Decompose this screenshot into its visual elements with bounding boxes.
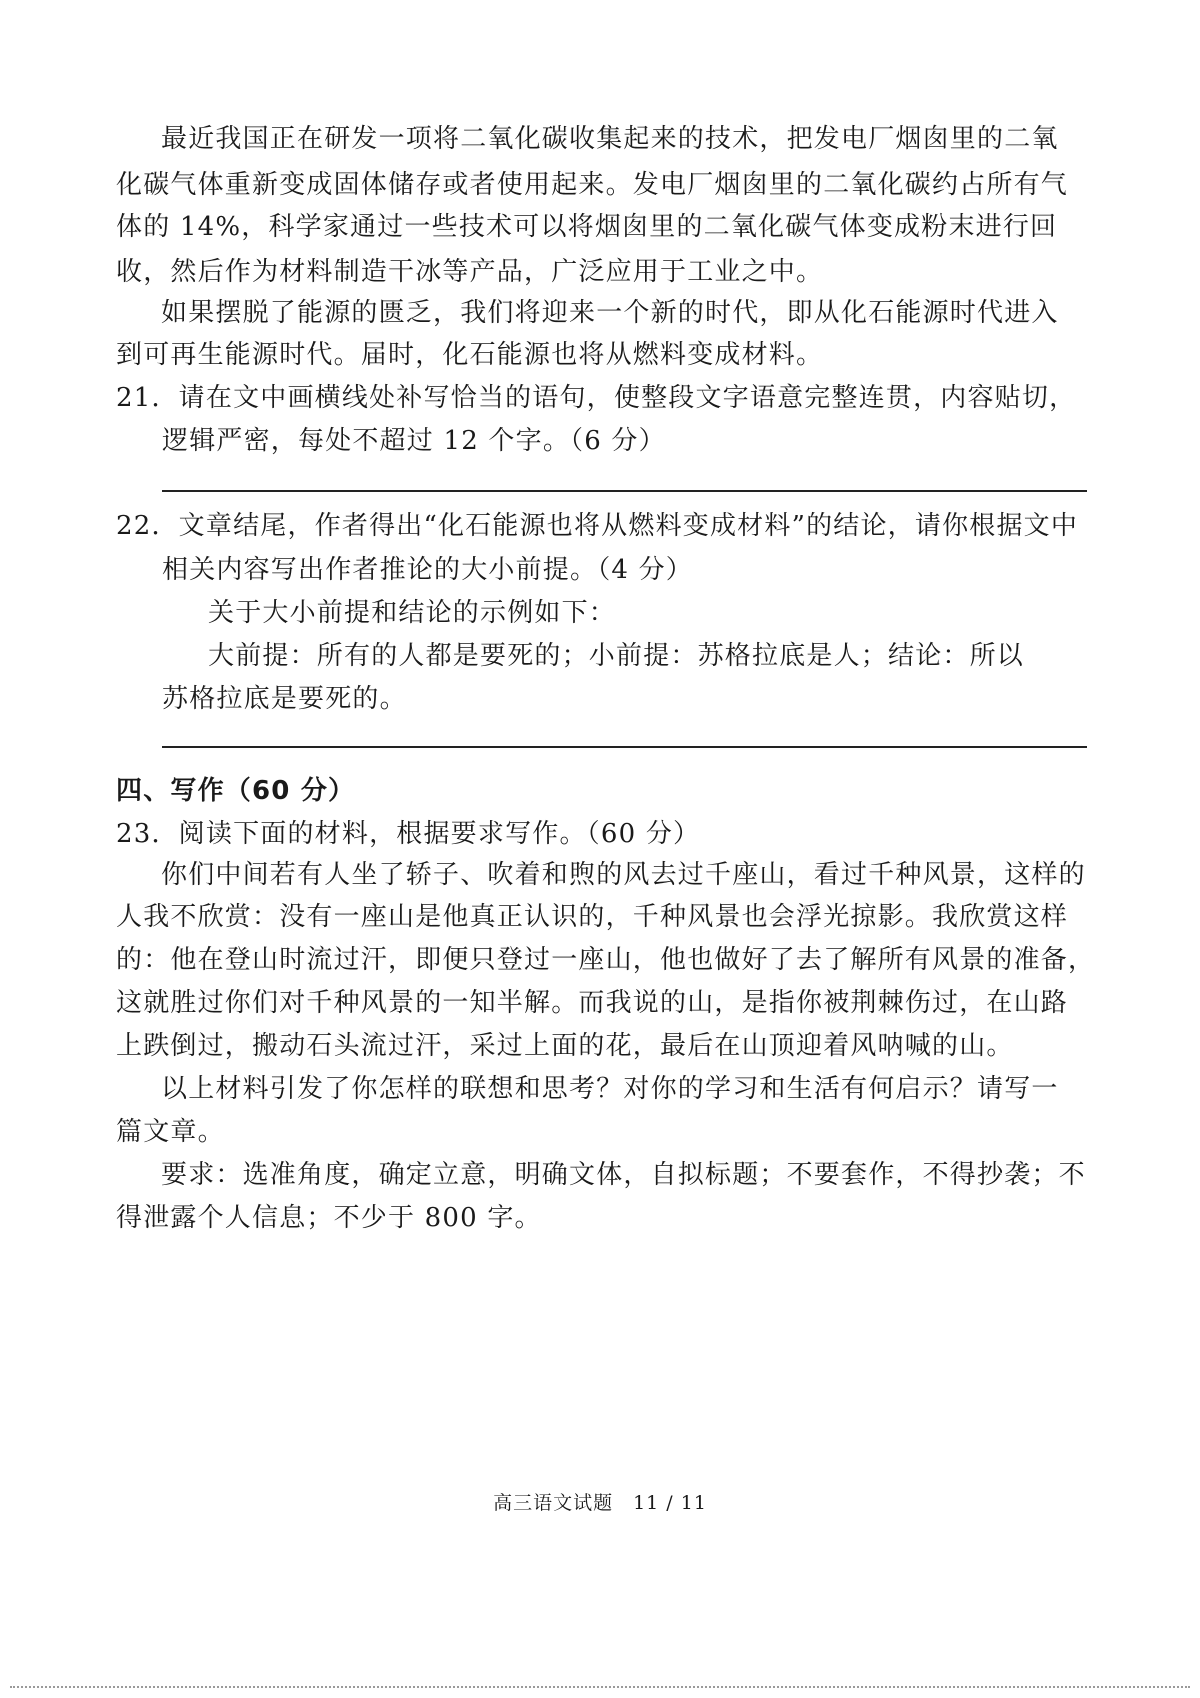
passage-line: 如果摆脱了能源的匮乏，我们将迎来一个新的时代，即从化石能源时代进入 (161, 298, 1059, 328)
passage-line: 收，然后作为材料制造干冰等产品，广泛应用于工业之中。 (116, 257, 824, 287)
material-line: 这就胜过你们对千种风景的一知半解。而我说的山，是指你被荆棘伤过，在山路 (116, 988, 1069, 1018)
prompt-line: 以上材料引发了你怎样的联想和思考？对你的学习和生活有何启示？请写一 (161, 1074, 1059, 1104)
answer-line-21[interactable] (162, 490, 1087, 492)
requirements-line: 要求：选准角度，确定立意，明确文体，自拟标题；不要套作，不得抄袭；不 (161, 1160, 1086, 1190)
section-heading: 四、写作（60 分） (116, 776, 356, 806)
material-line: 你们中间若有人坐了轿子、吹着和煦的风去过千座山，看过千种风景，这样的 (161, 860, 1086, 890)
material-line: 上跌倒过，搬动石头流过汗，采过上面的花，最后在山顶迎着风呐喊的山。 (116, 1031, 1014, 1061)
question-22-example-line: 大前提：所有的人都是要死的；小前提：苏格拉底是人；结论：所以 (208, 641, 1025, 671)
passage-line: 最近我国正在研发一项将二氧化碳收集起来的技术，把发电厂烟囱里的二氧 (161, 124, 1059, 154)
question-22-example-line: 关于大小前提和结论的示例如下： (208, 598, 617, 628)
passage-line: 化碳气体重新变成固体储存或者使用起来。发电厂烟囱里的二氧化碳约占所有气 (116, 170, 1069, 200)
question-22-example-line: 苏格拉底是要死的。 (162, 684, 407, 714)
passage-line: 到可再生能源时代。届时，化石能源也将从燃料变成材料。 (116, 340, 824, 370)
prompt-line: 篇文章。 (116, 1117, 225, 1147)
material-line: 的：他在登山时流过汗，即便只登过一座山，他也做好了去了解所有风景的准备， (116, 945, 1096, 975)
answer-line-22[interactable] (162, 746, 1087, 748)
page-footer: 高三语文试题 11 / 11 (493, 1492, 707, 1514)
question-22-line: 22．文章结尾，作者得出“化石能源也将从燃料变成材料”的结论，请你根据文中 (116, 511, 1079, 541)
passage-line: 体的 14%，科学家通过一些技术可以将烟囱里的二氧化碳气体变成粉末进行回 (116, 212, 1058, 242)
question-22-line: 相关内容写出作者推论的大小前提。（4 分） (162, 555, 694, 585)
material-line: 人我不欣赏：没有一座山是他真正认识的，千种风景也会浮光掠影。我欣赏这样 (116, 902, 1069, 932)
question-23-line: 23．阅读下面的材料，根据要求写作。（60 分） (116, 819, 701, 849)
requirements-line: 得泄露个人信息；不少于 800 字。 (116, 1203, 542, 1233)
scan-edge-speckle (10, 1686, 1190, 1690)
question-21-line: 21．请在文中画横线处补写恰当的语句，使整段文字语意完整连贯，内容贴切， (116, 383, 1077, 413)
question-21-line: 逻辑严密，每处不超过 12 个字。（6 分） (162, 426, 666, 456)
